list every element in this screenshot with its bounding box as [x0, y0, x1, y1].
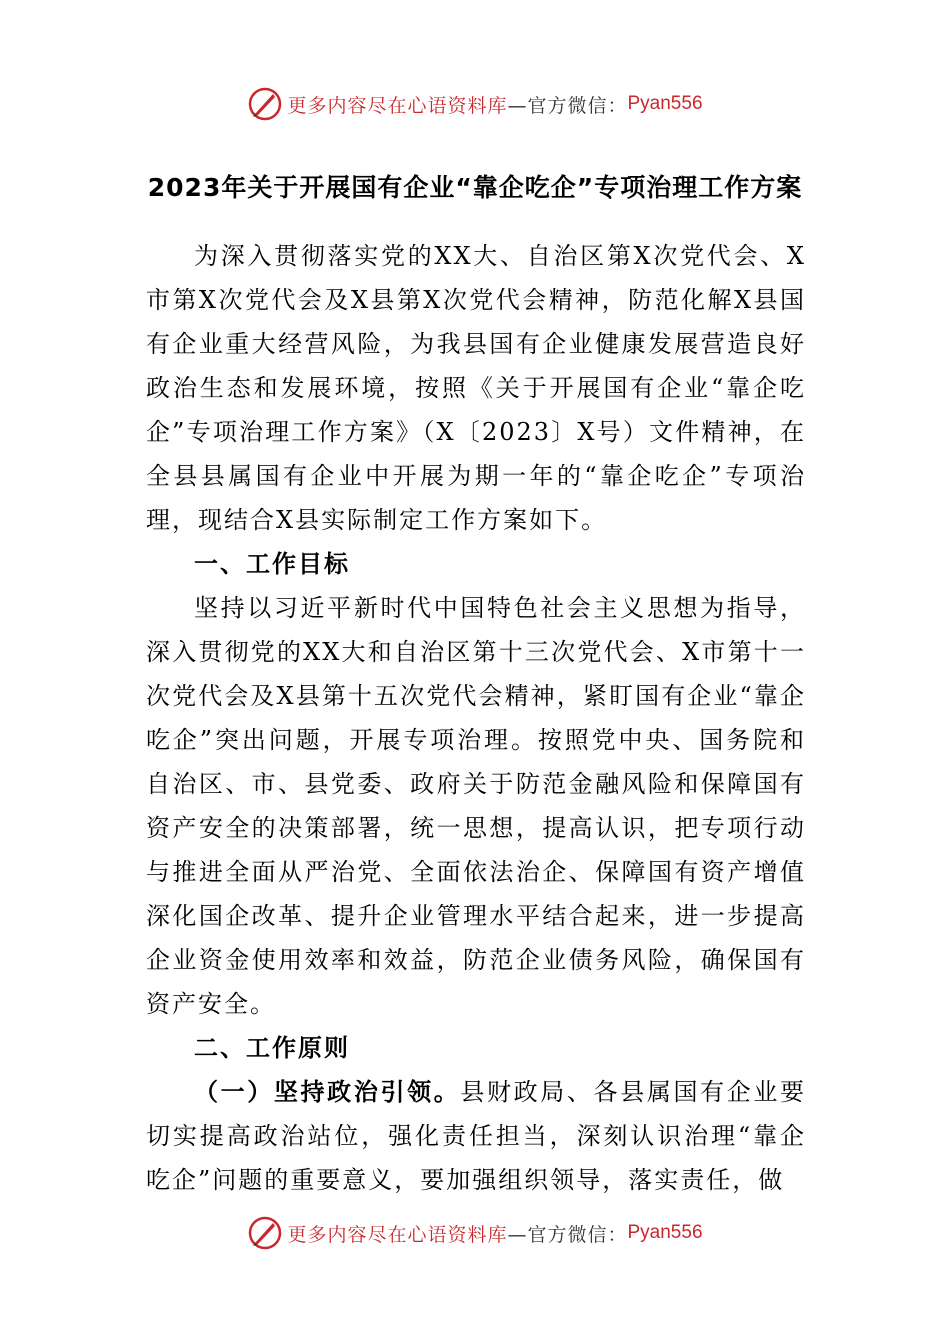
watermark-sub-text: —官方微信： [507, 1223, 628, 1246]
watermark-header [0, 86, 950, 122]
quill-logo-icon [247, 1215, 283, 1251]
section-heading-principles: 二、工作原则 [194, 1034, 350, 1062]
watermark-main-text: 更多内容尽在心语资料库 [287, 1223, 508, 1246]
watermark-wechat-id: Pyan556 [627, 1222, 703, 1243]
watermark-main-text: 更多内容尽在心语资料库 [287, 94, 508, 117]
watermark-sub-text: —官方微信： [507, 94, 628, 117]
principle-1-text: 县财政局、各县属国有企业要切实提高政治站位，强化责任担当，深刻认识治理“靠企吃企”问题的重要意义，要加强组织领导，落实责任，做 [146, 1078, 807, 1194]
goals-paragraph: 坚持以习近平新时代中国特色社会主义思想为指导，深入贯彻党的XX大和自治区第十三次党代会、X市第十一次党代会及X县第十五次党代会精神，紧盯国有企业“靠企吃企”突出问题，开展专项治理。按照党中央、国务院和自治区、市、县党委、政府关于防范金融风险和保障国有资产安全的决策部署，统一思想，提高认识，把专项行动与推进全面从严治党、全面依法治企、保障国有资产增值深化国企改革、提升企业管理水平结合起来，进一步提高企业资金使用效率和效益，防范企业债务风险，确保国有资产安全。 [146, 594, 806, 1018]
principle-1-lead: （一）坚持政治引领。 [194, 1078, 461, 1106]
quill-logo-icon [247, 86, 283, 122]
intro-paragraph: 为深入贯彻落实党的XX大、自治区第X次党代会、X市第X次党代会及X县第X次党代会精神，防范化解X县国有企业重大经营风险，为我县国有企业健康发展营造良好政治生态和发展环境，按照《关于开展国有企业“靠企吃企”专项治理工作方案》（X〔2023〕X号）文件精神，在全县县属国有企业中开展为期一年的“靠企吃企”专项治理，现结合X县实际制定工作方案如下。 [146, 242, 806, 534]
watermark-wechat-id: Pyan556 [627, 93, 703, 114]
watermark-footer [0, 1215, 950, 1251]
document-body [146, 234, 806, 1202]
principle-1-paragraph [146, 1070, 806, 1202]
document-title: 2023年关于开展国有企业“靠企吃企”专项治理工作方案 [147, 173, 803, 202]
section-heading-goals: 一、工作目标 [194, 550, 350, 578]
